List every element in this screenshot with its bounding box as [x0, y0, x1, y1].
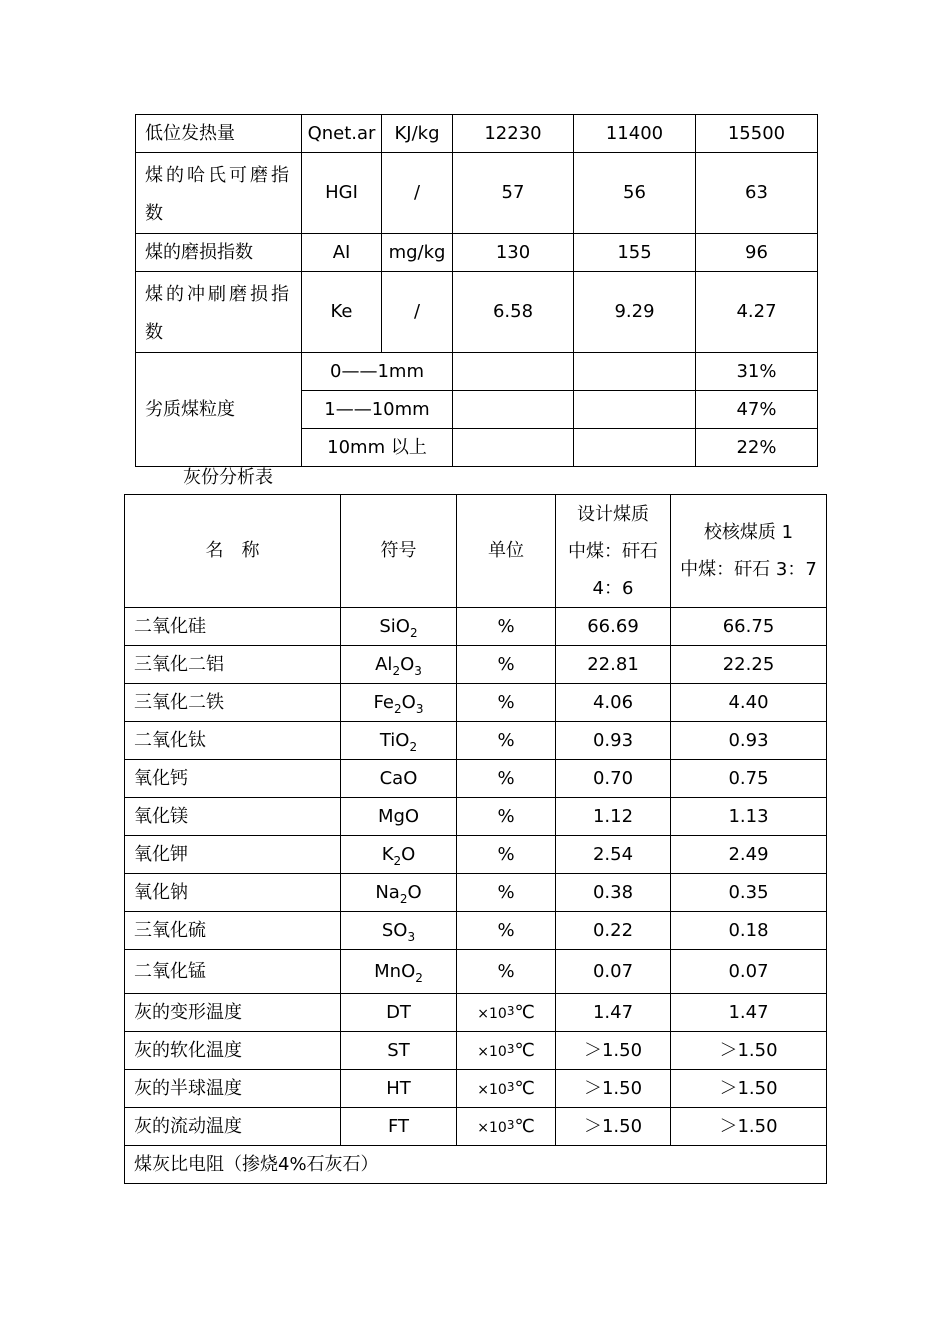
row-unit: $\times 10^3℃$	[457, 994, 556, 1032]
row-value-1: 57	[453, 153, 574, 234]
header-design-line-2: 中煤：矸石	[568, 540, 658, 562]
table-header-row	[125, 495, 827, 608]
footer-note: 煤灰比电阻（掺烧4%石灰石）	[125, 1146, 827, 1184]
row-name: 煤的磨损指数	[136, 234, 302, 272]
row-check: 1.13	[671, 798, 827, 836]
row-unit: /	[382, 153, 453, 234]
row-symbol: SiO$_2$	[341, 608, 457, 646]
row-check: ＞1.50	[671, 1108, 827, 1146]
table-row	[125, 1070, 827, 1108]
table-row	[125, 836, 827, 874]
row-symbol: HGI	[302, 153, 382, 234]
row-check: 1.47	[671, 994, 827, 1032]
row-check: 0.93	[671, 722, 827, 760]
row-check: 0.35	[671, 874, 827, 912]
row-name: 灰的变形温度	[125, 994, 341, 1032]
row-symbol: MnO$_2$	[341, 950, 457, 994]
row-unit: %	[457, 798, 556, 836]
table-row	[125, 994, 827, 1032]
row-unit: /	[382, 272, 453, 353]
row-value-1: 130	[453, 234, 574, 272]
row-check: 0.75	[671, 760, 827, 798]
row-unit: $\times 10^3℃$	[457, 1032, 556, 1070]
row-symbol: MgO	[341, 798, 457, 836]
ash-table-caption: 灰份分析表	[183, 467, 273, 488]
row-value-2: 9.29	[574, 272, 696, 353]
row-value-2	[574, 429, 696, 467]
row-design: ＞1.50	[556, 1032, 671, 1070]
row-check: 2.49	[671, 836, 827, 874]
row-check: ＞1.50	[671, 1032, 827, 1070]
row-name: 低位发热量	[136, 115, 302, 153]
row-unit: mg/kg	[382, 234, 453, 272]
row-symbol: $SO_3$	[341, 912, 457, 950]
row-check: 0.18	[671, 912, 827, 950]
row-symbol: DT	[341, 994, 457, 1032]
row-check: 22.25	[671, 646, 827, 684]
row-unit: %	[457, 760, 556, 798]
row-symbol: Qnet.ar	[302, 115, 382, 153]
row-value-3: 22%	[696, 429, 818, 467]
row-check: 4.40	[671, 684, 827, 722]
row-name: 二氧化硅	[125, 608, 341, 646]
table-row	[125, 1108, 827, 1146]
row-value-2: 56	[574, 153, 696, 234]
row-name: 灰的流动温度	[125, 1108, 341, 1146]
table-row	[136, 234, 818, 272]
row-name: 灰的半球温度	[125, 1070, 341, 1108]
row-name: 氧化钾	[125, 836, 341, 874]
coal-properties-table	[135, 114, 818, 467]
row-symbol: $K_2O$	[341, 836, 457, 874]
row-name: 三氧化二铝	[125, 646, 341, 684]
size-range: 1——10mm	[302, 391, 453, 429]
row-value-3: 63	[696, 153, 818, 234]
row-symbol: Ke	[302, 272, 382, 353]
row-value-1: 6.58	[453, 272, 574, 353]
row-unit: %	[457, 950, 556, 994]
row-name: 灰的软化温度	[125, 1032, 341, 1070]
row-design: 1.12	[556, 798, 671, 836]
row-design: 0.93	[556, 722, 671, 760]
row-value-3: 4.27	[696, 272, 818, 353]
row-value-2	[574, 353, 696, 391]
row-symbol: TiO$_2$	[341, 722, 457, 760]
row-unit: KJ/kg	[382, 115, 453, 153]
row-name: 氧化镁	[125, 798, 341, 836]
row-unit: %	[457, 836, 556, 874]
table-row	[125, 798, 827, 836]
row-design: 0.22	[556, 912, 671, 950]
header-design-coal	[556, 495, 671, 608]
header-unit: 单位	[457, 495, 556, 608]
row-symbol: $Fe_2O_3$	[341, 684, 457, 722]
table-row	[136, 353, 818, 391]
row-check: 0.07	[671, 950, 827, 994]
row-design: 0.38	[556, 874, 671, 912]
row-unit: $\times 10^3℃$	[457, 1108, 556, 1146]
row-value-2	[574, 391, 696, 429]
row-symbol: CaO	[341, 760, 457, 798]
row-design: 2.54	[556, 836, 671, 874]
row-value-1: 12230	[453, 115, 574, 153]
table-row	[125, 646, 827, 684]
row-name: 三氧化二铁	[125, 684, 341, 722]
table-row	[136, 153, 818, 234]
row-design: 66.69	[556, 608, 671, 646]
row-check: ＞1.50	[671, 1070, 827, 1108]
ash-analysis-table	[124, 494, 827, 1184]
header-check-line-2: 中煤：矸石 3：7	[680, 559, 817, 580]
table-row	[125, 874, 827, 912]
row-symbol: ST	[341, 1032, 457, 1070]
row-design: 0.07	[556, 950, 671, 994]
row-check: 66.75	[671, 608, 827, 646]
row-unit: %	[457, 646, 556, 684]
row-name: 二氧化钛	[125, 722, 341, 760]
row-design: 22.81	[556, 646, 671, 684]
header-check-coal	[671, 495, 827, 608]
row-symbol: AI	[302, 234, 382, 272]
table-row	[125, 608, 827, 646]
row-value-3: 15500	[696, 115, 818, 153]
row-name: 氧化钠	[125, 874, 341, 912]
row-unit: %	[457, 912, 556, 950]
row-symbol: $Al_2O_3$	[341, 646, 457, 684]
row-unit: %	[457, 608, 556, 646]
table-row	[136, 272, 818, 353]
table-row	[125, 760, 827, 798]
size-range: 0——1mm	[302, 353, 453, 391]
size-group-name: 劣质煤粒度	[136, 353, 302, 467]
size-range: 10mm 以上	[302, 429, 453, 467]
row-name: 二氧化锰	[125, 950, 341, 994]
row-design: ＞1.50	[556, 1070, 671, 1108]
row-unit: %	[457, 722, 556, 760]
row-unit: %	[457, 874, 556, 912]
table-row	[136, 115, 818, 153]
header-design-line-1: 设计煤质	[577, 503, 649, 525]
row-design: 4.06	[556, 684, 671, 722]
row-value-1	[453, 391, 574, 429]
row-value-2: 11400	[574, 115, 696, 153]
table-row	[125, 950, 827, 994]
row-unit: %	[457, 684, 556, 722]
row-value-3: 47%	[696, 391, 818, 429]
row-value-3: 96	[696, 234, 818, 272]
row-value-3: 31%	[696, 353, 818, 391]
row-value-1	[453, 429, 574, 467]
row-unit: $\times 10^3℃$	[457, 1070, 556, 1108]
row-name: 三氧化硫	[125, 912, 341, 950]
header-check-line-1: 校核煤质 1	[703, 522, 794, 543]
header-design-line-3: 4：6	[592, 577, 634, 599]
row-symbol: FT	[341, 1108, 457, 1146]
row-design: ＞1.50	[556, 1108, 671, 1146]
row-value-2: 155	[574, 234, 696, 272]
row-name: 煤的哈氏可磨指数	[136, 153, 302, 234]
row-name: 煤的冲刷磨损指数	[136, 272, 302, 353]
table-row	[125, 722, 827, 760]
table-footer-row	[125, 1146, 827, 1184]
row-value-1	[453, 353, 574, 391]
row-design: 1.47	[556, 994, 671, 1032]
table-row	[125, 1032, 827, 1070]
row-name: 氧化钙	[125, 760, 341, 798]
row-symbol: $Na_2O$	[341, 874, 457, 912]
table-row	[125, 912, 827, 950]
header-symbol: 符号	[341, 495, 457, 608]
table-row	[125, 684, 827, 722]
header-name: 名 称	[125, 495, 341, 608]
row-design: 0.70	[556, 760, 671, 798]
row-symbol: HT	[341, 1070, 457, 1108]
